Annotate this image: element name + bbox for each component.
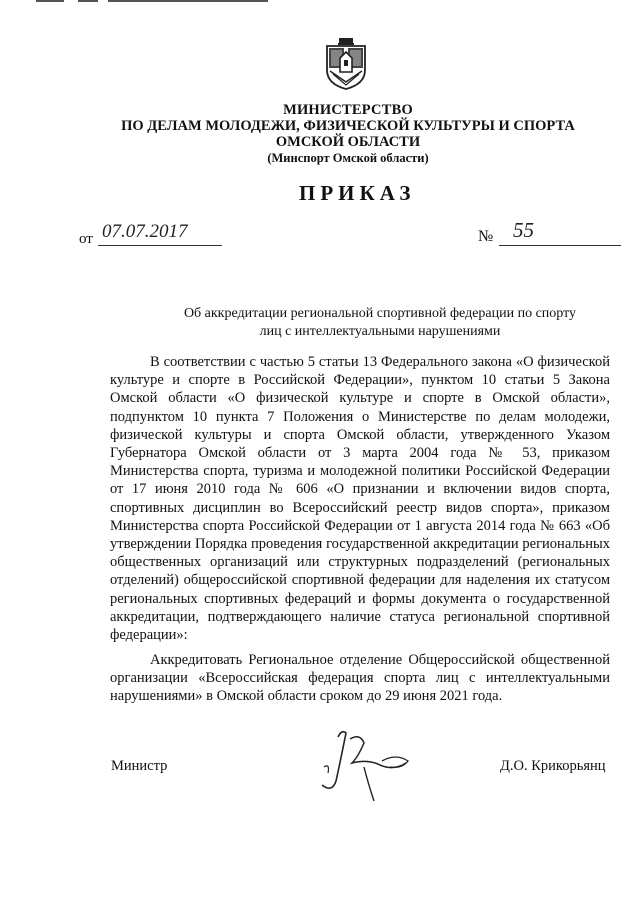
coat-of-arms-icon — [325, 38, 367, 90]
resolution-paragraph: Аккредитовать Региональное отделение Общероссийской общественной организации «Всероссийская федерация спорта лиц с интеллектуальными нарушениями» в Омской области сроком до 29 июня 2021 года. — [110, 652, 610, 705]
number-prefix: № — [478, 228, 494, 245]
date-underline — [98, 245, 222, 246]
ministry-title-line-2: ПО ДЕЛАМ МОЛОДЕЖИ, ФИЗИЧЕСКОЙ КУЛЬТУРЫ И СПОРТА — [121, 118, 575, 134]
order-subject: Об аккредитации региональной спортивной федерации по спорту лиц с интеллектуальными нарушениями — [183, 306, 577, 339]
signatory-position: Министр — [111, 758, 168, 774]
order-number: 55 — [513, 218, 534, 242]
date-prefix: от — [79, 231, 93, 247]
handwritten-signature — [308, 723, 418, 803]
ministry-title-line-1: МИНИСТЕРСТВО — [283, 102, 413, 118]
document-type-title: ПРИКАЗ — [299, 181, 416, 205]
signatory-name: Д.О. Крикорьянц — [500, 758, 606, 774]
ministry-short-name: (Минспорт Омской области) — [267, 151, 429, 165]
ministry-title-line-3: ОМСКОЙ ОБЛАСТИ — [275, 134, 421, 150]
order-date: 07.07.2017 — [102, 221, 188, 242]
number-underline — [499, 245, 621, 246]
preamble-paragraph: В соответствии с частью 5 статьи 13 Федерального закона «О физической культуре и спорте в Российской Федерации», пунктом 10 статьи 5 Закона Омской области «О физической культуре и спорте в Омской области», подпунктом 10 пункта 7 Положения о Министерстве по делам молодежи, физической культуры и спорта Омской области, утвержденного Указом Губернатора Омской области от 3 марта 2004 года № 53, приказом Министерства спорта, туризма и молодежной политики Российской Федерации от 17 июня 2010 года № 606 «О признании и включении видов спорта, спортивных дисциплин во Всероссийский реестр видов спорта», приказом Министерства спорта Российской Федерации от 1 августа 2014 года № 663 «Об утверждении Порядка проведения государственной аккредитации региональных общественных организаций или структурных подразделений (региональных отделений) общероссийской спортивной федерации для наделения их статусом региональных спортивных федераций и формы документа о государственной аккредитации, подтверждающего наличие статуса региональной спортивной федерации»: — [110, 354, 610, 644]
top-scan-marks — [36, 0, 286, 3]
